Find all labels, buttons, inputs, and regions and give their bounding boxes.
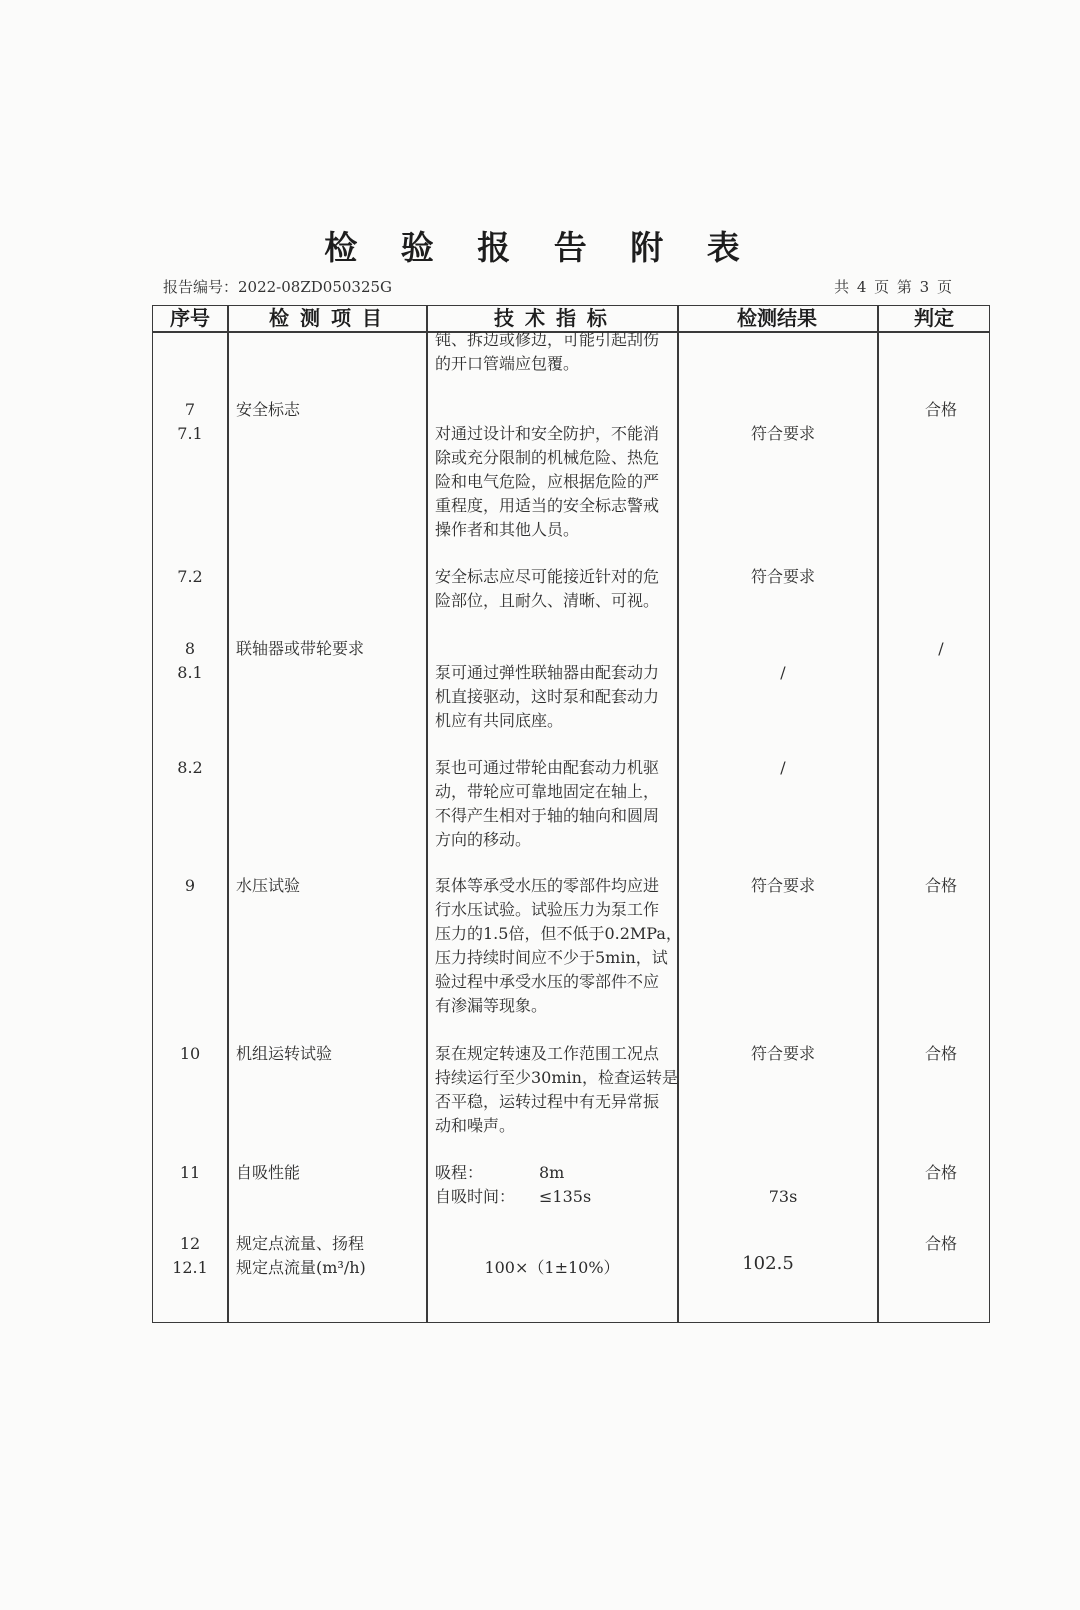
inspection-table [152,305,990,1323]
row-7-item: 安全标志 [236,400,301,419]
row-12-number: 12 12.1 [172,1234,208,1277]
report-number: 报告编号：2022-08ZD050325G [163,278,393,296]
row-12-result: 102.5 [742,1253,794,1274]
header-result: 检测结果 [737,306,817,330]
row-7-number: 7 7.1 [177,400,203,443]
row-10-spec: 泵在规定转速及工作范围工况点 持续运行至少30min，检查运转是 否平稳，运转过程中有无异常振 动和噪声。 [435,1044,678,1135]
row-12-spec: 100×（1±10%） [484,1258,620,1277]
row-8-spec: 泵可通过弹性联轴器由配套动力 机直接驱动，这时泵和配套动力 机应有共同底座。 [435,663,660,730]
page-info: 共 4 页 第 3 页 [834,278,952,296]
row-11-result: 73s [768,1187,798,1206]
header-spec: 技 术 指 标 [494,306,609,330]
row-8-2-number: 8.2 [177,758,203,777]
row-8-judge: / [938,639,944,658]
row-11-spec [435,1161,685,1209]
row-7-spec: 对通过设计和安全防护，不能消 除或充分限制的机械危险、热危 险和电气危险，应根据危险的严 重程度，用适当的安全标志警戒 操作者和其他人员。 [435,424,660,539]
suction-lift-line: 吸程： 8m [435,1163,565,1182]
column-divider [426,306,428,1322]
row-9-number: 9 [184,876,196,895]
row-8-number: 8 8.1 [177,639,203,682]
row-10-item: 机组运转试验 [236,1044,333,1063]
row-11-number: 11 [179,1163,201,1182]
row-9-item: 水压试验 [236,876,301,895]
row-12-item: 规定点流量、扬程 规定点流量(m³/h) [236,1234,366,1277]
row-9-judge: 合格 [924,876,957,895]
row-7-result: 符合要求 [750,424,815,443]
row-7-2-result: 符合要求 [750,567,815,586]
row-11-judge: 合格 [924,1163,957,1182]
row-7-2-spec: 安全标志应尽可能接近针对的危 险部位，且耐久、清晰、可视。 [435,567,660,610]
row-9-result: 符合要求 [750,876,815,895]
document-title: 检 验 报 告 附 表 [324,228,756,267]
row-7-judge: 合格 [924,400,957,419]
self-priming-time-line: 自吸时间： ≤135s [435,1187,592,1206]
header-seq: 序号 [170,306,210,330]
row-8-item: 联轴器或带轮要求 [236,639,365,658]
header-judge: 判定 [914,306,954,330]
header-item: 检 测 项 目 [269,306,384,330]
row-11-item: 自吸性能 [236,1163,301,1182]
row-12-judge: 合格 [924,1234,957,1253]
row-8-result: / [780,663,786,682]
column-divider [877,306,879,1322]
continuation-spec: 钝、拆边或修边，可能引起刮伤 的开口管端应包覆。 [435,330,660,373]
row-9-spec: 泵体等承受水压的零部件均应进 行水压试验。试验压力为泵工作 压力的1.5倍，但不低于0.2MPa， 压力持续时间应不少于5min，试 验过程中承受水压的零部件不应 有渗漏等现象。 [435,876,682,1015]
row-8-2-result: / [780,758,786,777]
row-10-judge: 合格 [924,1044,957,1063]
row-10-result: 符合要求 [750,1044,815,1063]
row-8-2-spec: 泵也可通过带轮由配套动力机驱 动，带轮应可靠地固定在轴上， 不得产生相对于轴的轴向和圆周 方向的移动。 [435,758,660,849]
row-10-number: 10 [179,1044,201,1063]
row-7-2-number: 7.2 [177,567,203,586]
column-divider [227,306,229,1322]
